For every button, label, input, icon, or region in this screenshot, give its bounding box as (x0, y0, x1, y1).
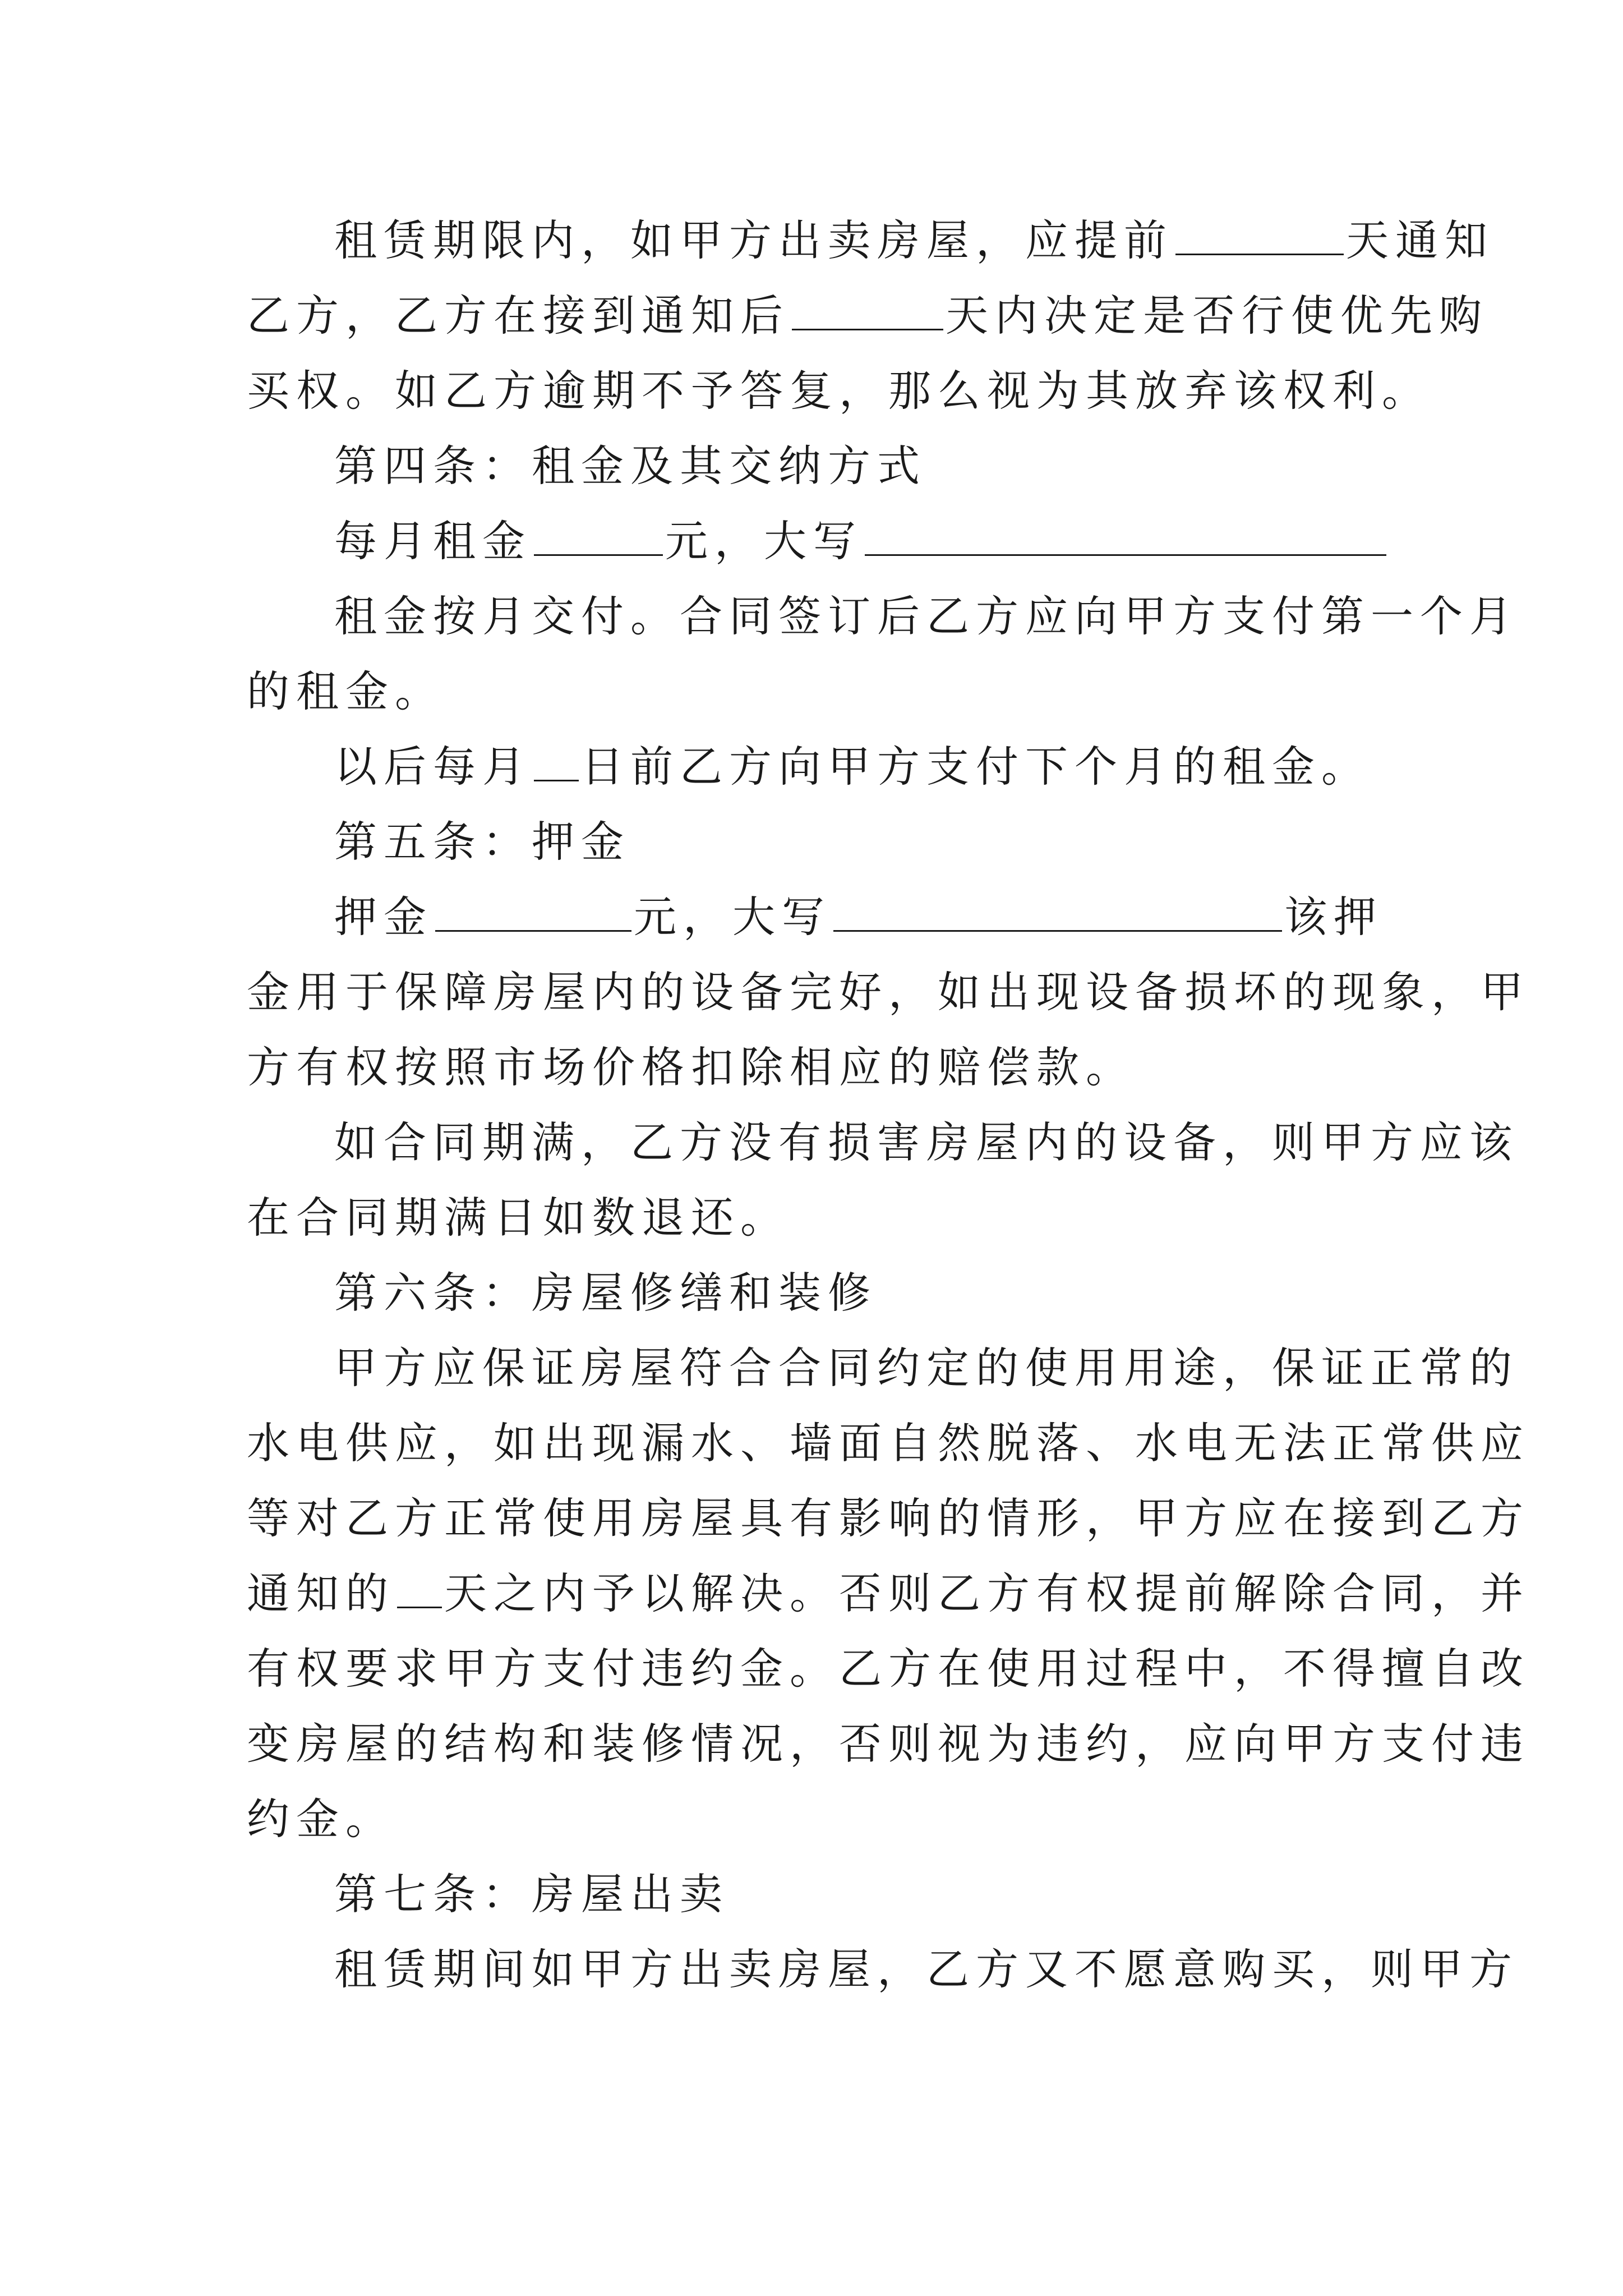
paragraph-deposit-refund-line1: 如合同期满，乙方没有损害房屋内的设备，则甲方应该 (334, 1117, 1519, 1167)
paragraph-deposit-line2: 金用于保障房屋内的设备完好，如出现设备损坏的现象，甲 (247, 967, 1530, 1017)
blank-deposit-amount-words (833, 891, 1282, 932)
paragraph-deposit-line3: 方有权按照市场价格扣除相应的赔偿款。 (247, 1042, 1135, 1092)
blank-decision-days (792, 289, 943, 330)
blank-due-day (534, 740, 579, 781)
paragraph-repair-line6: 变房屋的结构和装修情况，否则视为违约，应向甲方支付违 (247, 1719, 1530, 1769)
document-body (247, 203, 1530, 2007)
paragraph-monthly-due-date: 以后每月 日前乙方向甲方支付下个月的租金。 (334, 742, 1371, 792)
paragraph-deposit-refund-line2: 在合同期满日如数退还。 (247, 1193, 790, 1243)
paragraph-repair-line5: 有权要求甲方支付违约金。乙方在使用过程中，不得擅自改 (247, 1644, 1530, 1694)
blank-notice-days (1175, 214, 1344, 255)
paragraph-repair-line4: 通知的 天之内予以解决。否则乙方有权提前解除合同，并 (247, 1568, 1530, 1618)
article-5-heading: 第五条：押金 (334, 817, 630, 867)
blank-deposit-amount (435, 891, 631, 932)
article-6-heading: 第六条：房屋修缮和装修 (334, 1268, 877, 1318)
paragraph-rent-payment-line1: 租金按月交付。合同签订后乙方应向甲方支付第一个月 (334, 591, 1519, 641)
document-page (247, 0, 1530, 2296)
paragraph-rent-payment-line2: 的租金。 (247, 666, 444, 716)
paragraph-repair-line3: 等对乙方正常使用房屋具有影响的情形，甲方应在接到乙方 (247, 1493, 1530, 1543)
article-4-heading: 第四条：租金及其交纳方式 (334, 441, 926, 491)
paragraph-repair-line7: 约金。 (247, 1794, 395, 1844)
blank-repair-days (397, 1567, 442, 1608)
paragraph-lease-sale-notice-line3: 买权。如乙方逾期不予答复，那么视为其放弃该权利。 (247, 366, 1431, 416)
article-7-heading: 第七条：房屋出卖 (334, 1869, 729, 1919)
paragraph-monthly-rent: 每月租金 元，大写 (247, 504, 1391, 579)
blank-rent-amount (534, 515, 663, 556)
paragraph-repair-line1: 甲方应保证房屋符合合同约定的使用用途，保证正常的 (334, 1343, 1519, 1393)
paragraph-lease-sale-notice-line2: 乙方，乙方在接到通知后 天内决定是否行使优先购 (247, 291, 1488, 341)
paragraph-lease-sale-notice-line1: 租赁期限内，如甲方出卖房屋，应提前 天通知 (334, 215, 1494, 265)
paragraph-repair-line2: 水电供应，如出现漏水、墙面自然脱落、水电无法正常供应 (247, 1418, 1530, 1468)
blank-rent-amount-words (865, 515, 1386, 556)
paragraph-house-sale-line1: 租赁期间如甲方出卖房屋，乙方又不愿意购买，则甲方 (334, 1944, 1519, 1994)
paragraph-deposit-line1: 押金 元，大写 该押 (334, 892, 1383, 942)
